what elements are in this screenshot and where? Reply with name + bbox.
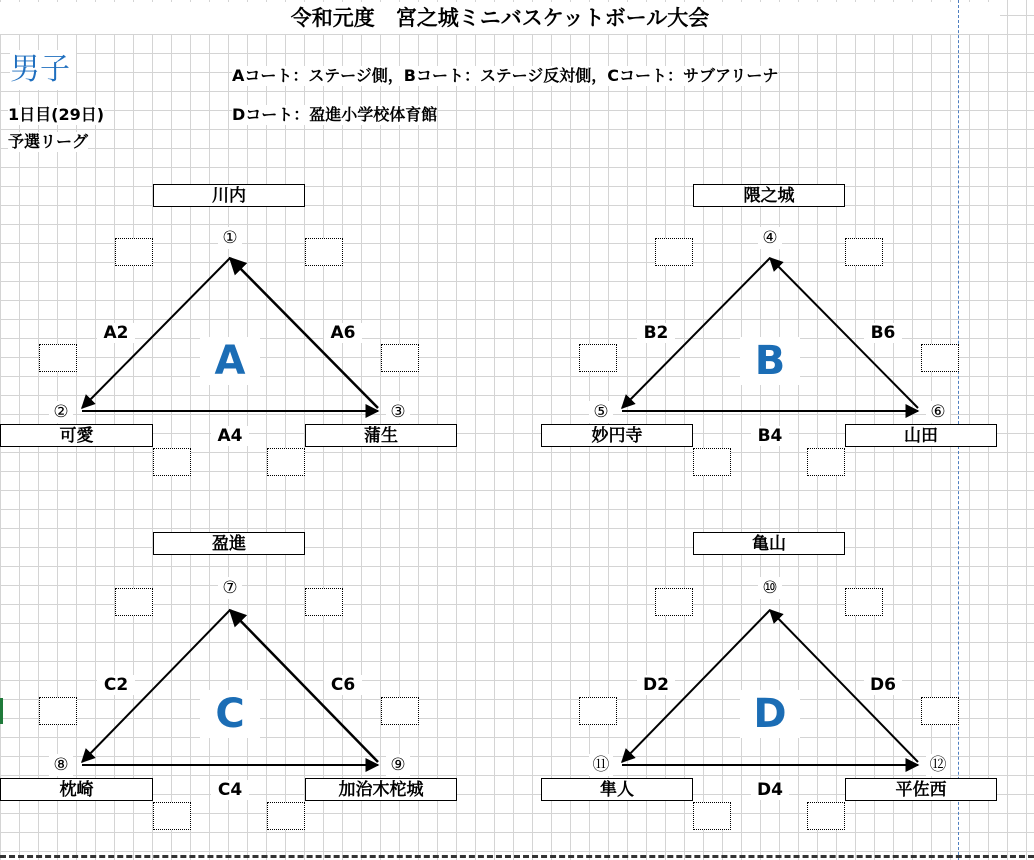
score-box[interactable]	[153, 802, 191, 830]
score-box[interactable]	[845, 588, 883, 616]
game-c2-label: C2	[97, 675, 135, 695]
group-a-host: 川内	[153, 184, 305, 207]
group-b-team-left: 妙円寺	[541, 424, 693, 447]
group-b-letter: B	[740, 337, 800, 385]
game-a2-label: A2	[97, 323, 135, 343]
score-box[interactable]	[655, 588, 693, 616]
game-c6-label: C6	[324, 675, 362, 695]
score-box[interactable]	[115, 588, 153, 616]
score-box[interactable]	[845, 238, 883, 266]
score-box[interactable]	[39, 697, 77, 725]
game-b6-label: B6	[864, 323, 902, 343]
score-box[interactable]	[693, 448, 731, 476]
group-b-host: 隈之城	[693, 184, 845, 207]
score-box[interactable]	[381, 344, 419, 372]
score-box[interactable]	[115, 238, 153, 266]
group-d-team-left: 隼人	[541, 778, 693, 801]
score-box[interactable]	[655, 238, 693, 266]
court-assignments-line2: Dコート：盈進小学校体育館	[232, 105, 438, 124]
group-a-letter: A	[200, 337, 260, 385]
score-box[interactable]	[807, 448, 845, 476]
score-box[interactable]	[267, 448, 305, 476]
group-d-host: 亀山	[693, 532, 845, 555]
court-assignments-line1: Aコート：ステージ側，Bコート：ステージ反対側，Cコート：サブアリーナ	[232, 66, 779, 85]
gender-label: 男子	[10, 50, 76, 90]
day-label: 1日目(29日)	[8, 105, 105, 124]
score-box[interactable]	[153, 448, 191, 476]
group-d-num-right: ⑫	[926, 754, 950, 776]
group-d-letter: D	[740, 690, 800, 738]
score-box[interactable]	[579, 697, 617, 725]
score-box[interactable]	[921, 697, 959, 725]
score-box[interactable]	[921, 344, 959, 372]
game-b4-label: B4	[751, 426, 789, 446]
group-c-team-left: 枕崎	[0, 778, 153, 801]
score-box[interactable]	[807, 802, 845, 830]
tournament-title: 令和元度 宮之城ミニバスケットボール大会	[0, 2, 1000, 34]
group-c-letter: C	[200, 690, 260, 738]
score-box[interactable]	[693, 802, 731, 830]
group-c-num-top: ⑦	[218, 577, 242, 599]
game-d2-label: D2	[637, 675, 675, 695]
score-box[interactable]	[305, 588, 343, 616]
group-b-num-left: ⑤	[589, 401, 613, 423]
score-box[interactable]	[579, 344, 617, 372]
score-box[interactable]	[39, 344, 77, 372]
group-d-num-left: ⑪	[589, 754, 613, 776]
group-a-num-top: ①	[218, 227, 242, 249]
game-b2-label: B2	[637, 323, 675, 343]
group-a-num-right: ③	[386, 401, 410, 423]
game-c4-label: C4	[211, 780, 249, 800]
group-c-num-left: ⑧	[49, 754, 73, 776]
game-d4-label: D4	[751, 780, 789, 800]
game-d6-label: D6	[864, 675, 902, 695]
score-box[interactable]	[305, 238, 343, 266]
game-a6-label: A6	[324, 323, 362, 343]
group-c-host: 盈進	[153, 532, 305, 555]
game-a4-label: A4	[211, 426, 249, 446]
group-a-num-left: ②	[49, 401, 73, 423]
group-c-team-right: 加治木柁城	[305, 778, 457, 801]
group-d-num-top: ⑩	[758, 577, 782, 599]
stage-label: 予選リーグ	[8, 132, 89, 151]
group-a-team-right: 蒲生	[305, 424, 457, 447]
group-b-num-top: ④	[758, 227, 782, 249]
group-b-num-right: ⑥	[926, 401, 950, 423]
group-c-num-right: ⑨	[386, 754, 410, 776]
group-d-team-right: 平佐西	[845, 778, 997, 801]
score-box[interactable]	[267, 802, 305, 830]
group-a-team-left: 可愛	[0, 424, 153, 447]
group-b-team-right: 山田	[845, 424, 997, 447]
score-box[interactable]	[381, 697, 419, 725]
